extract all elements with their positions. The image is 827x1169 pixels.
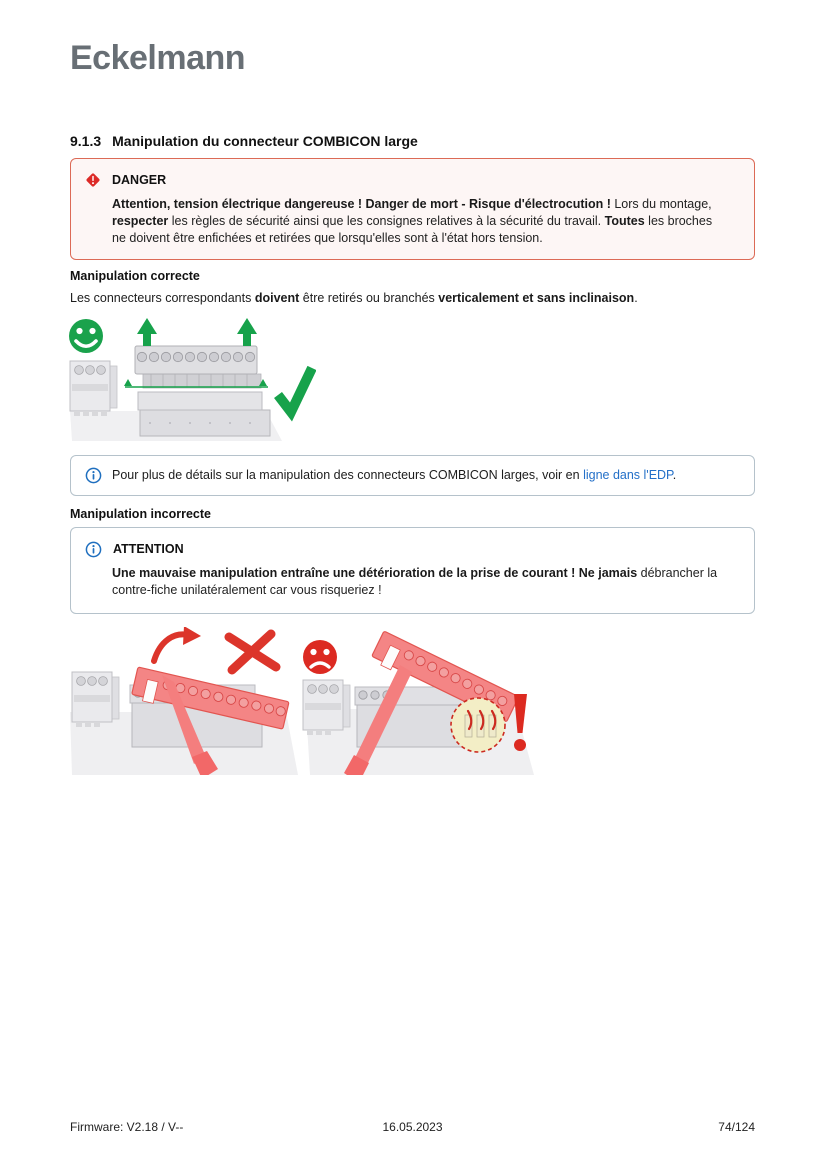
- attention-text-bold-1: Une mauvaise manipulation entraîne une détérioration de la prise de courant ! Ne jamais: [112, 566, 638, 580]
- section-number: 9.1.3: [70, 133, 102, 149]
- small-terminal-block: [72, 672, 119, 727]
- edp-link[interactable]: ligne dans l'EDP: [583, 468, 673, 482]
- danger-box-title: DANGER: [112, 173, 167, 187]
- info-box-text: [112, 467, 676, 484]
- bent-pins-magnifier: [451, 698, 505, 752]
- page-footer: [70, 1120, 755, 1136]
- company-logo: Eckelmann: [70, 39, 246, 77]
- correct-illustration: [66, 316, 827, 442]
- cross-icon: [229, 634, 276, 670]
- info-icon: [85, 467, 102, 484]
- incorrect-connector-graphic: [66, 627, 546, 775]
- danger-text-2: les règles de sécurité ainsi que les consignes relatives à la sécurité du travail.: [168, 214, 605, 228]
- attention-box-title: ATTENTION: [113, 542, 184, 556]
- plug-connector: [135, 346, 261, 388]
- curved-arrow-icon: [154, 627, 201, 661]
- checkmark-icon: [278, 368, 312, 412]
- danger-text-bold-1: Attention, tension électrique dangereuse ! Danger de mort - Risque d'électrocution !: [112, 197, 611, 211]
- correct-connector-graphic: [66, 316, 316, 442]
- incorrect-heading: Manipulation incorrecte: [70, 507, 211, 521]
- small-terminal-block: [303, 680, 350, 735]
- footer-date: 16.05.2023: [382, 1120, 443, 1134]
- correct-text-3: .: [634, 291, 638, 305]
- danger-diamond-icon: [85, 172, 101, 188]
- danger-box-text: [112, 196, 726, 247]
- incorrect-illustration: [66, 627, 827, 775]
- footer-firmware: Firmware: V2.18 / V--: [70, 1120, 184, 1134]
- correct-paragraph: [70, 290, 755, 307]
- correct-text-bold-1: doivent: [254, 291, 300, 305]
- attention-box-header: [85, 540, 740, 558]
- section-title: Manipulation du connecteur COMBICON large: [112, 133, 418, 149]
- attention-text-1: débrancher la contre-fiche unilatéralement car vous risqueriez !: [112, 566, 718, 597]
- info-text-2: .: [672, 468, 677, 482]
- up-arrow-icon: [237, 318, 257, 346]
- danger-text-1: Lors du montage,: [610, 197, 712, 211]
- socket-base: [138, 392, 270, 436]
- correct-text-1: Les connecteurs correspondants: [70, 291, 255, 305]
- correct-text-bold-2: verticalement et sans inclinaison: [438, 291, 635, 305]
- info-box: [70, 455, 755, 496]
- attention-box-text: [112, 565, 726, 599]
- attention-box: [70, 527, 755, 614]
- small-terminal-block: [70, 361, 117, 416]
- danger-text-bold-3: Toutes: [604, 214, 645, 228]
- danger-text-3: les broches ne doivent être enfichées et retirées que lorsqu'elles sont à l'état hors tension.: [112, 214, 713, 245]
- danger-box-header: [85, 171, 740, 189]
- smiley-happy-icon: [69, 319, 103, 353]
- footer-page-number: 74/124: [718, 1120, 755, 1134]
- up-arrow-icon: [137, 318, 157, 346]
- smiley-sad-icon: [303, 640, 337, 674]
- info-text-1: Pour plus de détails sur la manipulation des connecteurs COMBICON larges, voir en: [112, 468, 584, 482]
- section-heading: [70, 133, 755, 149]
- danger-box: [70, 158, 755, 260]
- danger-text-bold-2: respecter: [112, 214, 169, 228]
- correct-text-2: être retirés ou branchés: [299, 291, 439, 305]
- attention-info-icon: [85, 541, 102, 558]
- correct-heading: Manipulation correcte: [70, 269, 200, 283]
